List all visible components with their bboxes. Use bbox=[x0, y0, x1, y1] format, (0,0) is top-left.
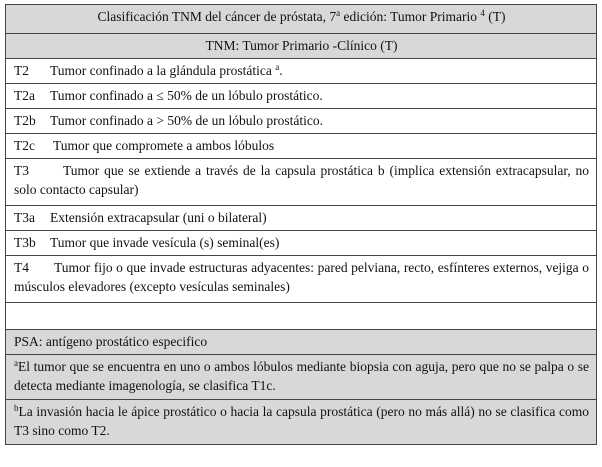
footnote-mark: a bbox=[275, 62, 280, 72]
footnote-text: El tumor que se encuentra en uno o ambos lóbulos mediante biopsia con aguja, pero que no se palpa o se detecta mediante imagenología, se clasifica T1c. bbox=[14, 359, 589, 393]
tumor-code: T3a bbox=[14, 210, 35, 225]
row-T2: T2 Tumor confinado a la glándula prostática $^a$. bbox=[6, 59, 597, 84]
psa-note: PSA: antígeno prostático especifico bbox=[6, 330, 597, 355]
row-T2c bbox=[6, 134, 597, 159]
row-T2a bbox=[6, 84, 597, 109]
tumor-description: Tumor fijo o que invade estructuras adyacentes: pared pelviana, recto, esfínteres externos, vejiga o músculos elevadores (excepto vesículas seminales) bbox=[14, 260, 589, 294]
tumor-code: T4 bbox=[14, 260, 29, 275]
footnote-text: La invasión hacia le ápice prostático o hacia la capsula prostática (pero no más allá) no se clasifica como T3 sino como T2. bbox=[14, 404, 589, 438]
footnote-row bbox=[6, 355, 597, 400]
tumor-description: Tumor confinado a ≤ 50% de un lóbulo prostático. bbox=[50, 88, 323, 103]
table-row bbox=[6, 134, 597, 159]
footnote-a bbox=[6, 355, 597, 400]
tumor-description: Tumor que invade vesícula (s) seminal(es) bbox=[50, 235, 280, 250]
tumor-description: Tumor que compromete a ambos lóbulos bbox=[53, 138, 275, 153]
tumor-description: Tumor confinado a > 50% de un lóbulo prostático. bbox=[50, 113, 323, 128]
table-title-row bbox=[6, 5, 597, 34]
footnote-mark: b bbox=[14, 403, 19, 413]
table-row bbox=[6, 84, 597, 109]
table-row bbox=[6, 59, 597, 84]
empty-row bbox=[6, 303, 597, 330]
tumor-code: T3b bbox=[14, 235, 36, 250]
psa-row bbox=[6, 330, 597, 355]
footnote-mark: a bbox=[14, 358, 18, 368]
tnm-classification-table bbox=[5, 4, 597, 445]
row-T3 bbox=[6, 159, 597, 206]
row-T3a bbox=[6, 206, 597, 231]
table-row bbox=[6, 109, 597, 134]
table-row bbox=[6, 206, 597, 231]
tumor-code: T2a bbox=[14, 88, 35, 103]
tumor-code: T2c bbox=[14, 138, 35, 153]
table-row bbox=[6, 159, 597, 206]
table-row bbox=[6, 231, 597, 256]
tumor-description: Extensión extracapsular (uni o bilateral) bbox=[50, 210, 267, 225]
empty-cell bbox=[6, 303, 597, 330]
table-title: Clasificación TNM del cáncer de próstata, 7$^a$ edición: Tumor Primario $^4$ (T) bbox=[6, 5, 597, 34]
row-T3b bbox=[6, 231, 597, 256]
row-T4 bbox=[6, 256, 597, 303]
tumor-description: Tumor confinado a la glándula prostática bbox=[50, 63, 272, 78]
tumor-code: T2b bbox=[14, 113, 36, 128]
footnote-row bbox=[6, 400, 597, 445]
tumor-description: Tumor que se extiende a través de la capsula prostática b (implica extensión extracapsular, no solo contacto capsular) bbox=[14, 163, 589, 197]
footnote-b bbox=[6, 400, 597, 445]
tumor-code: T2 bbox=[14, 63, 29, 78]
table-subtitle: TNM: Tumor Primario -Clínico (T) bbox=[6, 34, 597, 59]
table-subtitle-row bbox=[6, 34, 597, 59]
row-T2b bbox=[6, 109, 597, 134]
tumor-code: T3 bbox=[14, 163, 29, 178]
table-row bbox=[6, 256, 597, 303]
